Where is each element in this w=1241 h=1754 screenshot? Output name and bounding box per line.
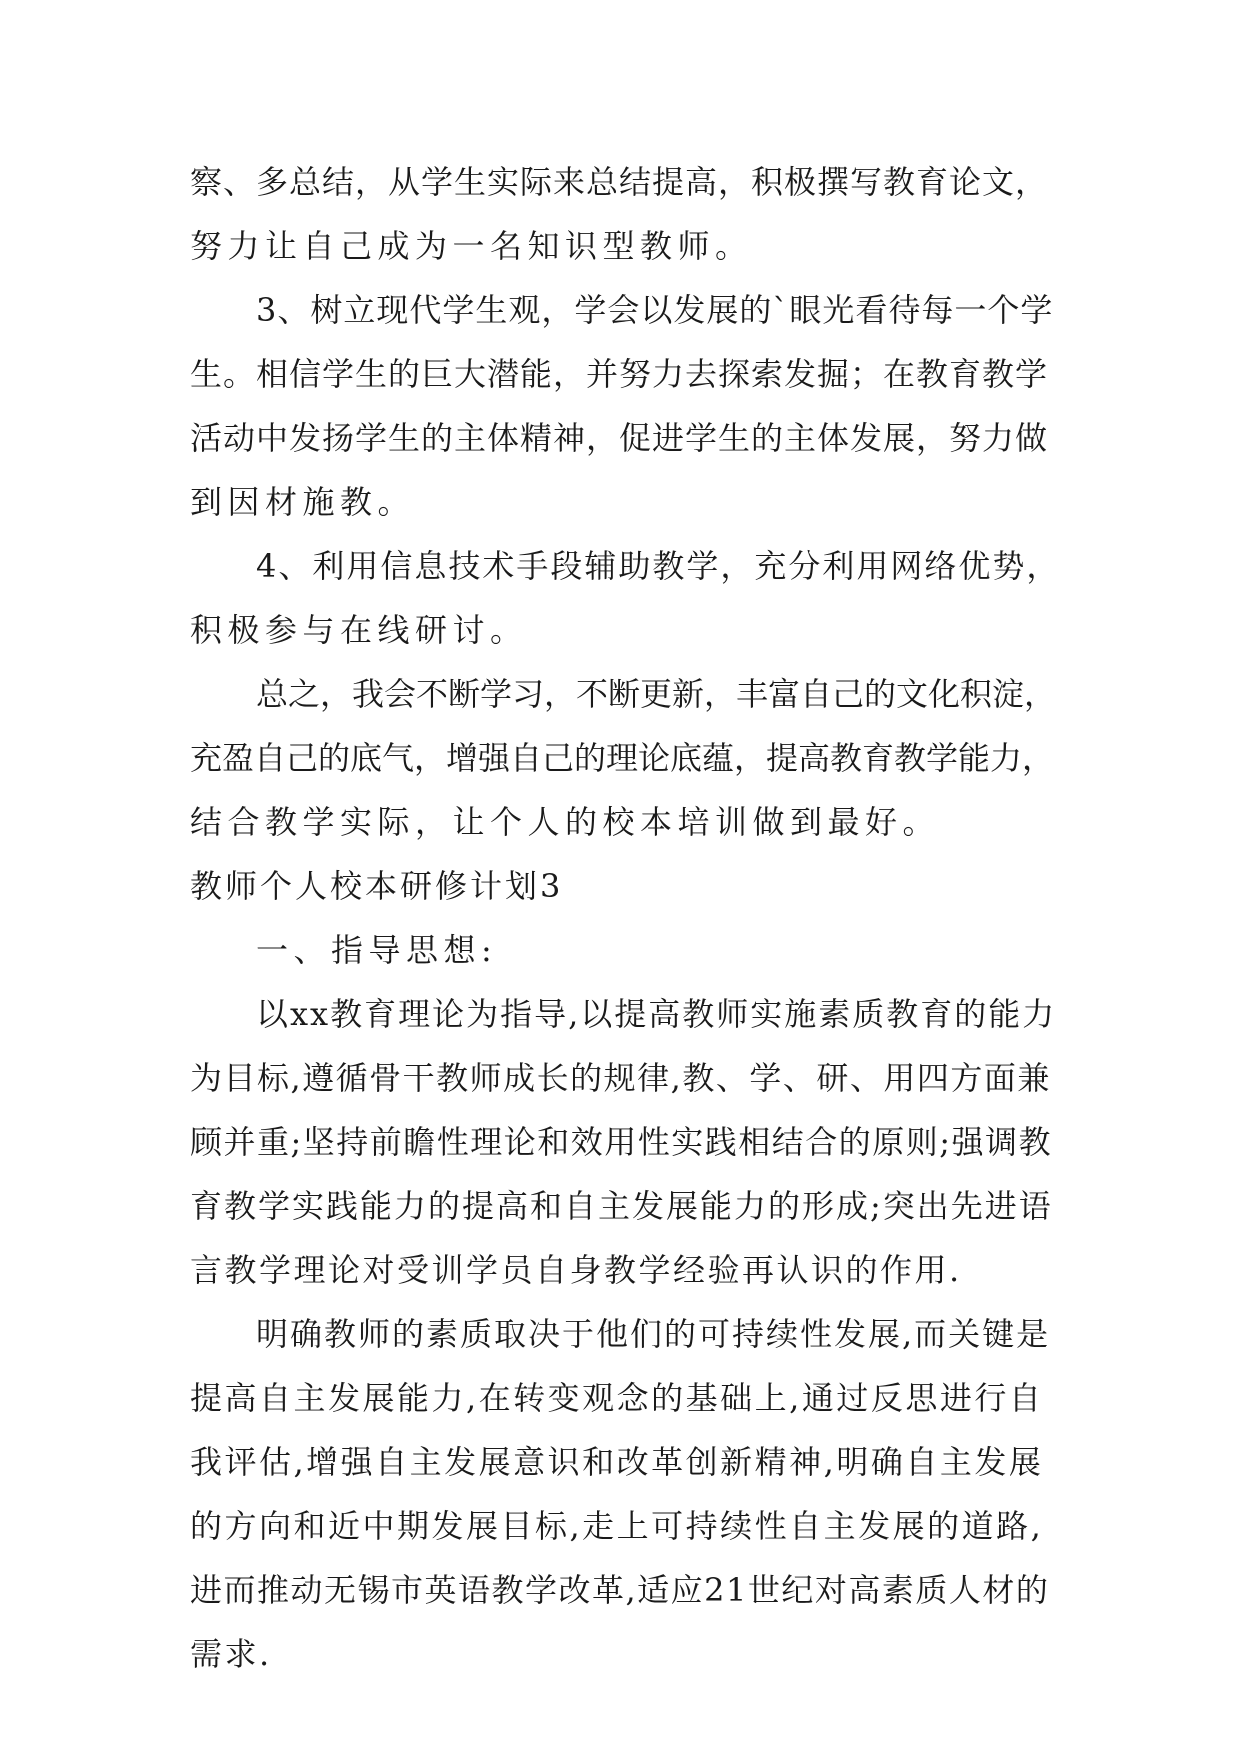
paragraph-line: 积极参与在线研讨。 [190,611,528,649]
paragraph-line: 的方向和近中期发展目标,走上可持续性自主发展的道路, [190,1507,1044,1545]
section-heading: 教师个人校本研修计划3 [190,867,564,905]
paragraph-line: 4、利用信息技术手段辅助教学，充分利用网络优势， [256,547,1061,585]
paragraph-line: 我评估,增强自主发展意识和改革创新精神,明确自主发展 [190,1443,1044,1481]
paragraph-line: 提高自主发展能力,在转变观念的基础上,通过反思进行自 [190,1379,1044,1417]
paragraph-line: 察、多总结，从学生实际来总结提高，积极撰写教育论文， [190,163,1049,201]
paragraph-line: 结合教学实际，让个人的校本培训做到最好。 [190,803,941,841]
paragraph-line: 活动中发扬学生的主体精神，促进学生的主体发展，努力做 [190,419,1049,457]
paragraph-line: 总之，我会不断学习，不断更新，丰富自己的文化积淀， [256,675,1057,713]
paragraph-line: 育教学实践能力的提高和自主发展能力的形成;突出先进语 [190,1187,1053,1225]
paragraph-line: 进而推动无锡市英语教学改革,适应21世纪对高素质人材的 [190,1571,1050,1609]
paragraph-line: 努力让自己成为一名知识型教师。 [190,227,753,265]
paragraph-line: 生。相信学生的巨大潜能，并努力去探索发掘；在教育教学 [190,355,1049,393]
paragraph-line: 充盈自己的底气，增强自己的理论底蕴，提高教育教学能力， [190,739,1055,777]
paragraph-line: 明确教师的素质取决于他们的可持续性发展,而关键是 [256,1315,1051,1353]
paragraph-line: 为目标,遵循骨干教师成长的规律,教、学、研、用四方面兼 [190,1059,1051,1097]
paragraph-line: 言教学理论对受训学员自身教学经验再认识的作用. [190,1251,962,1289]
paragraph-line: 到因材施教。 [190,483,416,521]
subsection-heading: 一、指导思想: [256,931,498,969]
document-body [190,150,1060,1686]
paragraph-line: 需求. [190,1635,272,1673]
paragraph-line: 3、树立现代学生观，学会以发展的`眼光看待每一个学 [256,291,1054,329]
paragraph-line: 以xx教育理论为指导,以提高教师实施素质教育的能力 [256,995,1057,1033]
paragraph-line: 顾并重;坚持前瞻性理论和效用性实践相结合的原则;强调教 [190,1123,1053,1161]
